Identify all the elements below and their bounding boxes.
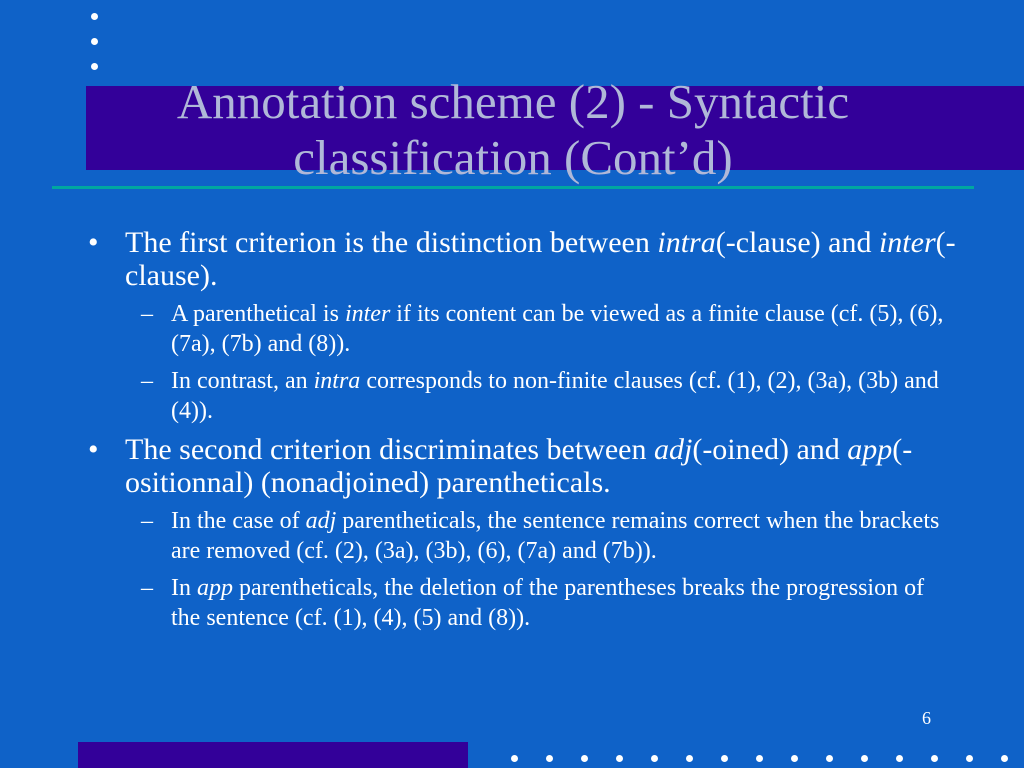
- decorative-dot: [791, 755, 798, 762]
- emphasis-term: intra: [313, 368, 361, 394]
- decorative-dot: [546, 755, 553, 762]
- emphasis-term: inter: [878, 226, 936, 259]
- decorative-dot: [686, 755, 693, 762]
- sub-bullet-text: In: [171, 575, 197, 601]
- emphasis-term: adj: [305, 508, 337, 534]
- decorative-dot: [581, 755, 588, 762]
- emphasis-term: app: [847, 433, 893, 466]
- bullet-text: (-clause).: [125, 226, 956, 292]
- dash-marker: –: [141, 301, 153, 327]
- decorative-dot: [721, 755, 728, 762]
- bullet-marker: •: [88, 433, 99, 466]
- decorative-dot: [756, 755, 763, 762]
- footer-accent-bar: [78, 742, 468, 768]
- bullet-item: [88, 226, 968, 292]
- emphasis-term: app: [197, 575, 233, 601]
- sub-bullet-text: A parenthetical is: [171, 301, 345, 327]
- dash-marker: –: [141, 368, 153, 394]
- slide-body: [88, 226, 968, 640]
- decorative-dot: [931, 755, 938, 762]
- sub-bullet-text: In the case of: [171, 508, 306, 534]
- bullet-item: [88, 433, 968, 499]
- decorative-dot: [896, 755, 903, 762]
- sub-bullet-text: corresponds to non-finite clauses (cf. (1), (2), (3a), (3b) and (4)).: [171, 368, 939, 424]
- decorative-dot: [91, 38, 98, 45]
- bullet-text: The first criterion is the distinction between: [125, 226, 658, 259]
- sub-bullet-item: [88, 299, 951, 359]
- decorative-dot: [91, 63, 98, 70]
- dash-marker: –: [141, 575, 153, 601]
- decorative-dot: [861, 755, 868, 762]
- bullet-text: (-ositionnal) (nonadjoined) parentheticals.: [125, 433, 913, 499]
- slide-title: Annotation scheme (2) - Syntactic classification (Cont’d): [176, 74, 850, 185]
- sub-bullet-text: In contrast, an: [171, 368, 314, 394]
- sub-bullet-item: [88, 573, 951, 633]
- sub-bullet-text: parentheticals, the sentence remains correct when the brackets are removed (cf. (2), (3a), (3b), (6), (7a) and (7b)).: [171, 508, 940, 564]
- decorative-dot: [91, 13, 98, 20]
- decorative-dot: [966, 755, 973, 762]
- decorative-dot: [1001, 755, 1008, 762]
- sub-bullet-text: parentheticals, the deletion of the parentheses breaks the progression of the sentence (cf. (1), (4), (5) and (8)).: [171, 575, 925, 631]
- title-underline-rule: [52, 186, 974, 189]
- decorative-dot: [826, 755, 833, 762]
- emphasis-term: adj: [653, 433, 693, 466]
- sub-bullet-text: if its content can be viewed as a finite clause (cf. (5), (6), (7a), (7b) and (8)).: [171, 301, 944, 357]
- sub-bullet-item: [88, 506, 951, 566]
- bullet-text: (-clause) and: [715, 226, 879, 259]
- sub-bullet-item: [88, 366, 951, 426]
- decorative-dot: [616, 755, 623, 762]
- decorative-dot: [511, 755, 518, 762]
- decorative-dot: [651, 755, 658, 762]
- emphasis-term: inter: [344, 301, 391, 327]
- bullet-text: (-oined) and: [692, 433, 848, 466]
- bullet-text: The second criterion discriminates between: [125, 433, 654, 466]
- dash-marker: –: [141, 508, 153, 534]
- emphasis-term: intra: [657, 226, 716, 259]
- bullet-marker: •: [88, 226, 99, 259]
- page-number: 6: [922, 708, 931, 728]
